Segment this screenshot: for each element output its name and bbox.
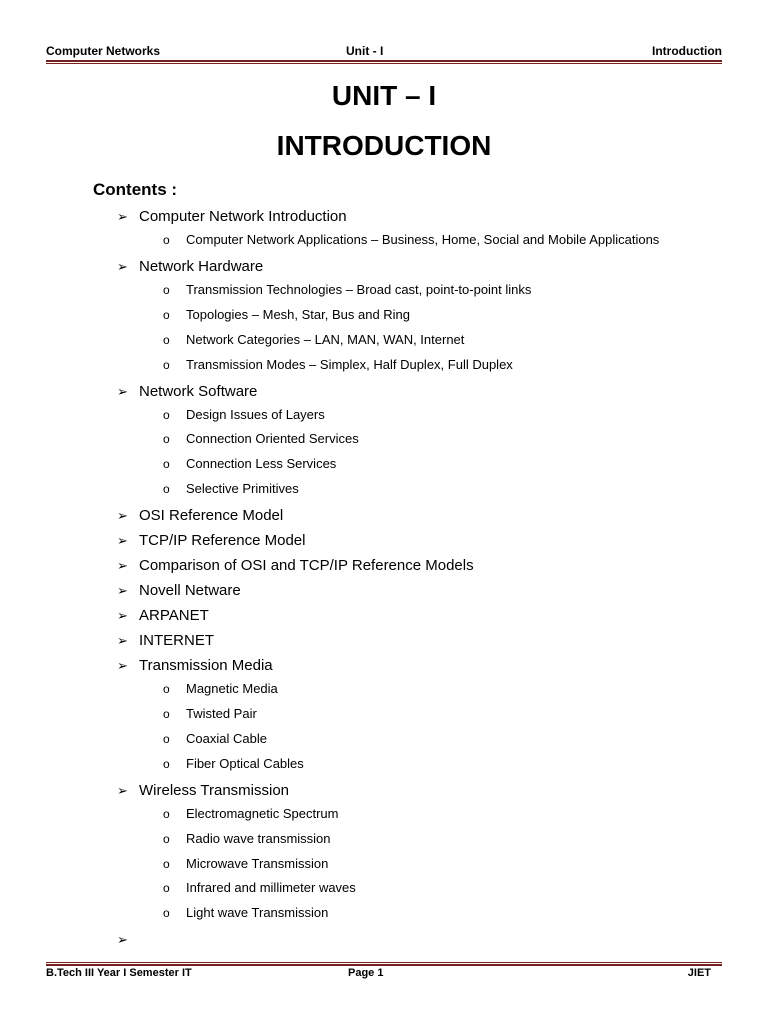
circle-bullet-icon: o [163, 881, 170, 896]
contents-subitem [163, 755, 304, 773]
contents-item [117, 631, 214, 651]
contents-item [117, 581, 241, 601]
contents-subitem-label: Computer Network Applications – Business, Home, Social and Mobile Applications [186, 232, 660, 247]
contents-item [117, 556, 474, 576]
contents-subitem-label: Design Issues of Layers [186, 406, 325, 422]
arrow-bullet-icon: ➢ [117, 258, 128, 274]
contents-item-label: Novell Netware [139, 582, 241, 600]
circle-bullet-icon: o [163, 682, 170, 697]
contents-item [117, 656, 273, 676]
arrow-bullet-icon: ➢ [117, 558, 128, 574]
contents-subitem [163, 680, 278, 698]
contents-item [117, 207, 347, 227]
contents-subitem [163, 331, 464, 349]
contents-item [117, 531, 305, 551]
contents-item-label: Comparison of OSI and TCP/IP Reference Models [139, 557, 474, 575]
circle-bullet-icon: o [163, 482, 170, 497]
contents-item-label: Network Software [139, 382, 258, 400]
arrow-bullet-icon: ➢ [117, 633, 128, 649]
arrow-bullet-icon: ➢ [117, 383, 128, 399]
contents-subitem-label: Electromagnetic Spectrum [186, 805, 339, 821]
contents-item [117, 382, 257, 402]
contents-subitem-label: Transmission Technologies – Broad cast, point-to-point links [186, 281, 532, 297]
arrow-bullet-icon: ➢ [117, 533, 128, 549]
contents-subitem-label: Coaxial Cable [186, 730, 267, 746]
contents-subitem-label: Light wave Transmission [186, 905, 329, 921]
contents-subitem [163, 705, 257, 723]
contents-item [117, 606, 209, 626]
contents-subitem [163, 356, 513, 374]
arrow-bullet-icon: ➢ [117, 209, 128, 224]
circle-bullet-icon: o [163, 856, 170, 871]
arrow-bullet-icon: ➢ [117, 782, 128, 798]
circle-bullet-icon: o [163, 282, 170, 297]
topic-title: INTRODUCTION [276, 130, 492, 161]
contents-subitem [163, 830, 331, 848]
contents-subitem-label: Transmission Modes – Simplex, Half Duplex, Full Duplex [186, 356, 513, 372]
contents-subitem [163, 730, 267, 748]
contents-subitem [163, 455, 336, 473]
circle-bullet-icon: o [163, 432, 170, 447]
circle-bullet-icon: o [163, 906, 170, 921]
contents-heading: Contents : [93, 180, 178, 199]
arrow-bullet-icon: ➢ [117, 658, 128, 674]
contents-subitem [163, 904, 328, 922]
circle-bullet-icon: o [163, 831, 170, 846]
header-course-title: Computer Networks [46, 44, 161, 58]
circle-bullet-icon: o [163, 233, 170, 247]
contents-subitem-label: Infrared and millimeter waves [186, 880, 356, 896]
contents-subitem [163, 480, 299, 498]
footer-rule-thin [46, 962, 722, 963]
contents-item-label: Computer Network Introduction [139, 208, 347, 225]
contents-subitem [163, 430, 359, 448]
circle-bullet-icon: o [163, 806, 170, 821]
footer-rule-thick [46, 964, 722, 966]
unit-title: UNIT – I [331, 80, 437, 111]
footer-course-info: B.Tech III Year I Semester IT [46, 967, 192, 979]
contents-subitem-label: Connection Oriented Services [186, 431, 359, 447]
contents-subitem [163, 281, 531, 299]
circle-bullet-icon: o [163, 457, 170, 472]
circle-bullet-icon: o [163, 756, 170, 771]
contents-subitem-label: Twisted Pair [186, 706, 257, 721]
arrow-bullet-icon: ➢ [117, 508, 128, 524]
circle-bullet-icon: o [163, 731, 170, 746]
arrow-bullet-icon: ➢ [117, 583, 128, 599]
contents-subitem-label: Connection Less Services [186, 456, 337, 472]
contents-item-label: Wireless Transmission [139, 781, 290, 799]
contents-subitem-label: Magnetic Media [186, 681, 278, 697]
contents-subitem [163, 855, 328, 873]
page-header [46, 44, 722, 58]
header-rule-thin [46, 63, 722, 64]
contents-item [117, 781, 289, 801]
contents-item-label: INTERNET [139, 632, 214, 650]
page-footer [46, 967, 711, 981]
circle-bullet-icon: o [163, 707, 170, 721]
contents-item-label: Transmission Media [139, 657, 273, 675]
contents-subitem-label: Topologies – Mesh, Star, Bus and Ring [186, 306, 411, 322]
arrow-bullet-icon: ➢ [117, 608, 128, 624]
header-unit: Unit - I [346, 44, 384, 58]
contents-subitem-label: Radio wave transmission [186, 830, 331, 846]
contents-item [117, 506, 283, 526]
contents-item [117, 930, 139, 950]
header-section: Introduction [652, 44, 722, 58]
contents-item-label: ARPANET [139, 607, 209, 625]
contents-subitem-label: Fiber Optical Cables [186, 755, 304, 771]
circle-bullet-icon: o [163, 332, 170, 347]
contents-subitem [163, 406, 325, 424]
contents-item-label: TCP/IP Reference Model [139, 532, 306, 550]
contents-subitem [163, 879, 356, 897]
header-rule-thick [46, 60, 722, 62]
arrow-bullet-icon: ➢ [117, 932, 128, 948]
contents-item-label: OSI Reference Model [139, 507, 284, 525]
contents-subitem-label: Microwave Transmission [186, 855, 329, 871]
contents-subitem [163, 805, 338, 823]
contents-subitem-label: Network Categories – LAN, MAN, WAN, Internet [186, 331, 465, 347]
circle-bullet-icon: o [163, 307, 170, 322]
contents-subitem-label: Selective Primitives [186, 481, 299, 497]
page-number: Page 1 [348, 967, 384, 979]
circle-bullet-icon: o [163, 357, 170, 372]
contents-item [117, 257, 263, 277]
footer-institute: JIET [687, 967, 711, 979]
contents-item-label: Network Hardware [139, 257, 264, 275]
contents-subitem [163, 231, 659, 249]
circle-bullet-icon: o [163, 407, 170, 422]
contents-subitem [163, 306, 410, 324]
